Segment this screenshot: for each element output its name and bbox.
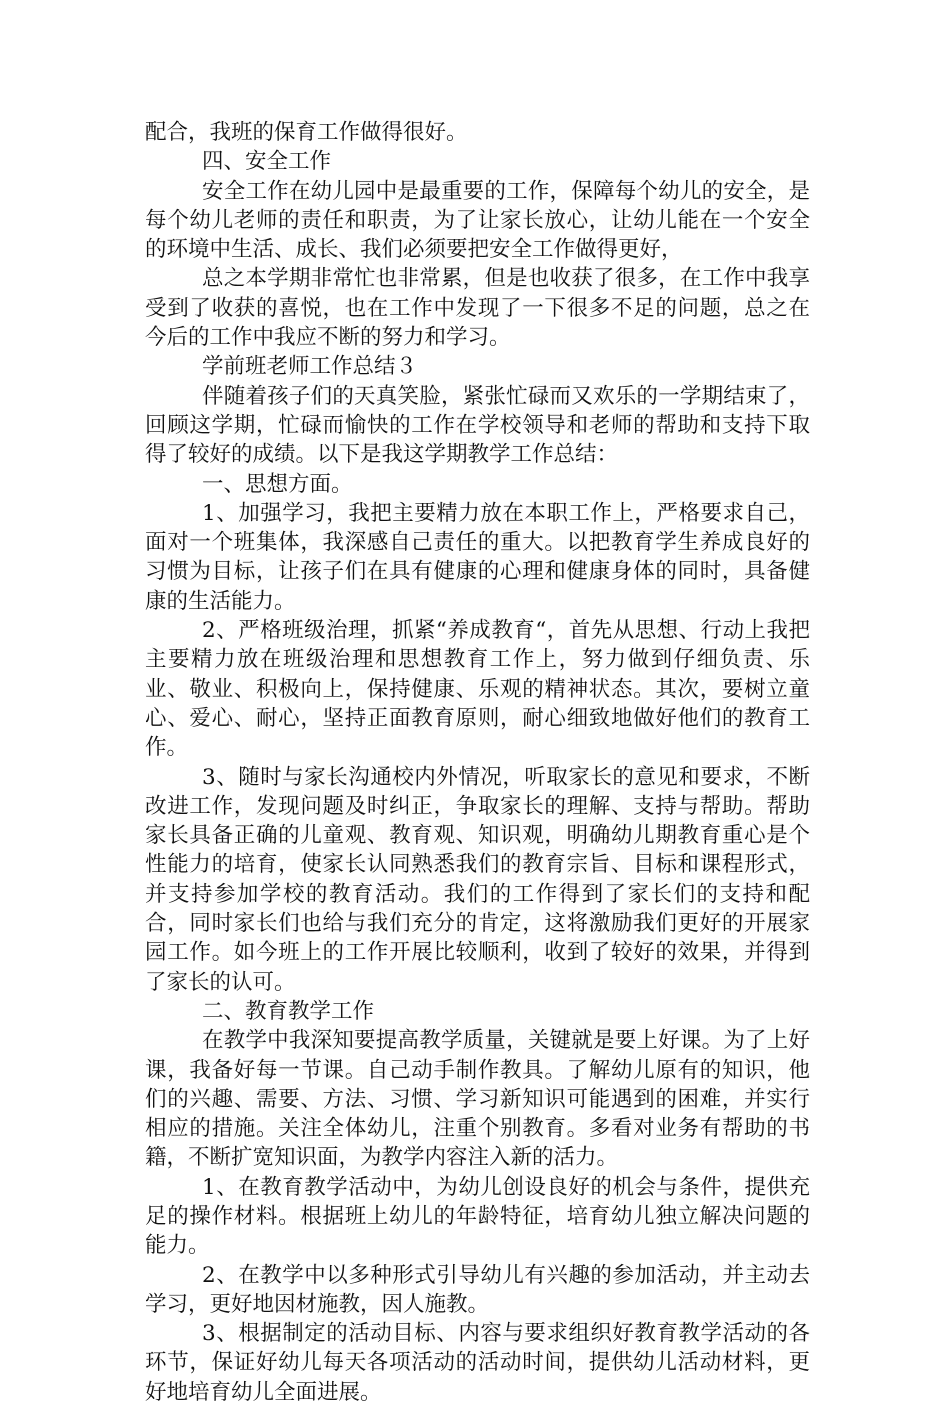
paragraph-teaching-intro: 在教学中我深知要提高教学质量，关键就是要上好课。为了上好课，我备好每一节课。自己动手制作教具。了解幼儿原有的知识，他们的兴趣、需要、方法、习惯、学习新知识可能遇到的困难，并实行相应的措施。关注全体幼儿，注重个别教育。多看对业务有帮助的书籍，不断扩宽知识面，为教学内容注入新的活力。 [145,1028,810,1171]
paragraph-thought-2: 2、严格班级治理，抓紧“养成教育“，首先从思想、行动上我把主要精力放在班级治理和思想教育工作上，努力做到仔细负责、乐业、敬业、积极向上，保持健康、乐观的精神状态。其次，要树立童心、爱心、耐心，坚持正面教育原则，耐心细致地做好他们的教育工作。 [145,618,810,761]
section-heading-teaching: 二、教育教学工作 [202,998,375,1024]
paragraph-summary: 总之本学期非常忙也非常累，但是也收获了很多，在工作中我享受到了收获的喜悦，也在工作中发现了一下很多不足的问题，总之在今后的工作中我应不断的努力和学习。 [145,266,810,351]
paragraph-safety: 安全工作在幼儿园中是最重要的工作，保障每个幼儿的安全，是每个幼儿老师的责任和职责，为了让家长放心，让幼儿能在一个安全的环境中生活、成长、我们必须要把安全工作做得更好， [145,178,810,263]
paragraph-teaching-3: 3、根据制定的活动目标、内容与要求组织好教育教学活动的各环节，保证好幼儿每天各项活动的活动时间，提供幼儿活动材料，更好地培育幼儿全面进展。 [145,1321,810,1405]
paragraph-teaching-1: 1、在教育教学活动中，为幼儿创设良好的机会与条件，提供充足的操作材料。根据班上幼儿的年龄特征，培育幼儿独立解决问题的能力。 [145,1174,810,1259]
document-page [145,118,810,1407]
paragraph-intro: 伴随着孩子们的天真笑脸，紧张忙碌而又欢乐的一学期结束了，回顾这学期，忙碌而愉快的工作在学校领导和老师的帮助和支持下取得了较好的成绩。以下是我这学期教学工作总结： [145,383,810,468]
section-heading-safety: 四、安全工作 [202,149,332,175]
paragraph-teaching-2: 2、在教学中以多种形式引导幼儿有兴趣的参加活动，并主动去学习，更好地因材施教，因人施教。 [145,1262,810,1317]
document-subtitle: 学前班老师工作总结３ [202,354,418,380]
paragraph-thought-3: 3、随时与家长沟通校内外情况，听取家长的意见和要求，不断改进工作，发现问题及时纠正，争取家长的理解、支持与帮助。帮助家长具备正确的儿童观、教育观、知识观，明确幼儿期教育重心是个性能力的培育，使家长认同熟悉我们的教育宗旨、目标和课程形式，并支持参加学校的教育活动。我们的工作得到了家长们的支持和配合，同时家长们也给与我们充分的肯定，这将激励我们更好的开展家园工作。如今班上的工作开展比较顺利，收到了较好的效果，并得到了家长的认可。 [145,764,810,995]
paragraph-continuation: 配合，我班的保育工作做得很好。 [145,120,468,145]
section-heading-thought: 一、思想方面。 [202,471,353,497]
paragraph-thought-1: 1、加强学习，我把主要精力放在本职工作上，严格要求自己，面对一个班集体，我深感自己责任的重大。以把教育学生养成良好的习惯为目标，让孩子们在具有健康的心理和健康身体的同时，具备健康的生活能力。 [145,500,810,614]
